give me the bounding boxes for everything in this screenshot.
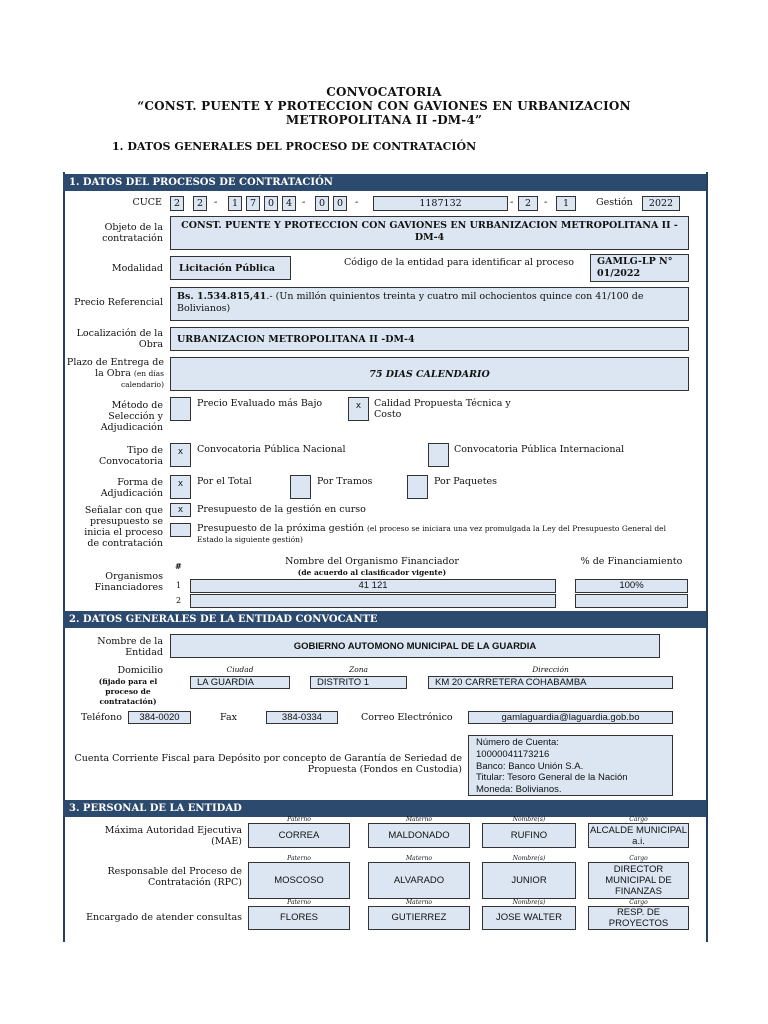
org-col2-header: % de Financiamiento	[580, 556, 683, 567]
tipo-opt2-label: Convocatoria Pública Internacional	[454, 444, 625, 455]
direccion-value: KM 20 CARRETERA COHABAMBA	[428, 676, 673, 689]
direccion-header: Dirección	[532, 665, 569, 674]
personal-nombre: RUFINO	[482, 823, 576, 848]
precio-text: .- (Un millón quinientos treinta y cuatro mil ochocientos quince con 41/100 de Bolivianos)	[177, 291, 644, 314]
personal-materno: MALDONADO	[368, 823, 470, 848]
cuce-separator: -	[302, 197, 306, 208]
cuce-digit: 0	[264, 196, 278, 211]
precio-amount: Bs. 1.534.815,41	[177, 291, 267, 302]
fax-label: Fax	[220, 712, 237, 723]
personal-cargo: RESP. DE PROYECTOS	[588, 906, 689, 930]
metodo-opt1-label: Precio Evaluado más Bajo	[197, 398, 323, 409]
pres-opt2-label: Presupuesto de la próxima gestión	[197, 523, 364, 534]
precio-label: Precio Referencial	[74, 297, 163, 308]
cuce-separator: -	[544, 197, 548, 208]
codigo-label: Código de la entidad para identificar al proceso	[344, 257, 574, 268]
localizacion-value: URBANIZACION METROPOLITANA II -DM-4	[170, 327, 689, 351]
cuenta-box	[468, 735, 673, 796]
personal-nombre: JUNIOR	[482, 862, 576, 899]
plazo-value: 75 DIAS CALENDARIO	[170, 357, 689, 391]
section-3-header: 3. PERSONAL DE LA ENTIDAD	[63, 800, 706, 817]
personal-paterno: MOSCOSO	[248, 862, 350, 899]
doc-subtitle-line1: “CONST. PUENTE Y PROTECCION CON GAVIONES EN URBANIZACION	[137, 99, 631, 113]
org-row-name	[190, 594, 556, 608]
plazo-note: (en días calendario)	[120, 369, 164, 389]
col-cargo: Cargo	[629, 899, 648, 906]
cuce-digit: 2	[170, 196, 184, 211]
fax-value: 384-0334	[266, 711, 338, 724]
doc-title: CONVOCATORIA	[326, 85, 442, 99]
personal-materno: ALVARADO	[368, 862, 470, 899]
gestion-label: Gestión	[596, 197, 633, 208]
cuce-label: CUCE	[132, 197, 162, 208]
cuce-digit: 1	[556, 196, 576, 211]
tipo-nacional-checkbox[interactable]: x	[170, 443, 191, 467]
cuce-digit: 1	[228, 196, 242, 211]
org-label: Organismos Financiadores	[94, 571, 163, 593]
modalidad-value: Licitación Pública	[170, 256, 291, 280]
org-row-pct: 100%	[575, 579, 688, 593]
tipo-internacional-checkbox[interactable]	[428, 443, 449, 467]
pres-opt1-label: Presupuesto de la gestión en curso	[197, 504, 366, 515]
org-col1-header: Nombre del Organismo Financiador	[285, 556, 459, 567]
codigo-value: GAMLG-LP N° 01/2022	[590, 254, 689, 282]
localizacion-label: Localización de la Obra	[76, 328, 163, 350]
forma-tramos-checkbox[interactable]	[290, 475, 311, 499]
personal-nombre: JOSE WALTER	[482, 906, 576, 930]
cuce-number: 1187132	[373, 196, 508, 211]
cuce-separator: -	[355, 197, 359, 208]
pres-proxima-checkbox[interactable]	[170, 523, 191, 537]
pres-curso-checkbox[interactable]: x	[170, 503, 191, 517]
forma-label: Forma de Adjudicación	[100, 477, 163, 499]
gestion-value: 2022	[642, 196, 680, 211]
section-2-header: 2. DATOS GENERALES DE LA ENTIDAD CONVOCANTE	[63, 611, 706, 628]
correo-value: gamlaguardia@laguardia.gob.bo	[468, 711, 673, 724]
col-cargo: Cargo	[629, 816, 648, 823]
precio-value	[170, 287, 689, 321]
cuce-digit: 2	[193, 196, 207, 211]
col-cargo: Cargo	[629, 855, 648, 862]
personal-row-label: Encargado de atender consultas	[86, 912, 242, 923]
org-col1-note: (de acuerdo al clasificador vigente)	[297, 568, 447, 577]
cuce-separator: -	[510, 197, 514, 208]
org-hash: #	[175, 561, 182, 571]
forma-paquetes-checkbox[interactable]	[407, 475, 428, 499]
cuce-digit: 0	[333, 196, 347, 211]
plazo-label-text: Plazo de Entrega de la Obra	[66, 357, 164, 379]
correo-label: Correo Electrónico	[361, 712, 453, 723]
section-heading: 1. DATOS GENERALES DEL PROCESO DE CONTRATACIÓN	[112, 140, 477, 153]
metodo-precio-checkbox[interactable]	[170, 397, 191, 421]
cuenta-line: Titular: Tesoro General de la Nación	[476, 772, 628, 784]
objeto-value: CONST. PUENTE Y PROTECCION CON GAVIONES EN URBANIZACION METROPOLITANA II -DM-4	[170, 216, 689, 250]
zona-header: Zona	[348, 665, 369, 674]
metodo-opt2-label: Calidad Propuesta Técnica y Costo	[374, 398, 511, 420]
entidad-label: Nombre de la Entidad	[97, 636, 163, 658]
personal-paterno: CORREA	[248, 823, 350, 848]
domicilio-label: Domicilio	[117, 665, 163, 676]
cuenta-label: Cuenta Corriente Fiscal para Depósito por concepto de Garantía de Seriedad de Propuesta (Fondos en Custodia)	[74, 753, 462, 775]
personal-cargo: DIRECTOR MUNICIPAL DE FINANZAS	[588, 862, 689, 899]
forma-opt1-label: Por el Total	[197, 476, 252, 487]
col-paterno: Paterno	[287, 855, 311, 862]
cuce-separator: -	[214, 197, 218, 208]
personal-materno: GUTIERREZ	[368, 906, 470, 930]
objeto-label: Objeto de la contratación	[102, 222, 163, 244]
modalidad-label: Modalidad	[111, 263, 163, 274]
col-materno: Materno	[405, 899, 433, 906]
doc-subtitle-line2: METROPOLITANA II -DM-4”	[285, 113, 483, 127]
col-nombre: Nombre(s)	[512, 855, 546, 862]
col-paterno: Paterno	[287, 816, 311, 823]
plazo-label	[64, 357, 164, 390]
personal-paterno: FLORES	[248, 906, 350, 930]
cuenta-line: Moneda: Bolivianos.	[476, 784, 562, 796]
zona-value: DISTRITO 1	[310, 676, 407, 689]
section-1-header: 1. DATOS DEL PROCESOS DE CONTRATACIÓN	[63, 174, 706, 191]
personal-row-label: Responsable del Proceso de Contratación (RPC)	[107, 866, 242, 888]
domicilio-note: (fijado para el proceso de contratación)	[98, 677, 158, 706]
cuce-digit: 7	[246, 196, 260, 211]
cuenta-line: 10000041173216	[476, 748, 550, 760]
org-row-number: 2	[176, 596, 182, 605]
forma-opt3-label: Por Paquetes	[434, 476, 498, 487]
col-materno: Materno	[405, 816, 433, 823]
col-nombre: Nombre(s)	[512, 899, 546, 906]
org-row-name: 41 121	[190, 579, 556, 593]
tipo-opt1-label: Convocatoria Pública Nacional	[197, 444, 346, 455]
pres-note: (el proceso se iniciara una vez promulgada la Ley del Presupuesto General del Estado la siguiente gestión)	[197, 524, 667, 544]
ciudad-header: Ciudad	[226, 665, 254, 674]
personal-row-label: Máxima Autoridad Ejecutiva (MAE)	[104, 825, 242, 847]
col-paterno: Paterno	[287, 899, 311, 906]
col-nombre: Nombre(s)	[512, 816, 546, 823]
forma-total-checkbox[interactable]: x	[170, 475, 191, 499]
senalar-label: Señalar con que presupuesto se inicia el proceso de contratación	[84, 505, 163, 549]
personal-cargo: ALCALDE MUNICIPAL a.i.	[588, 823, 689, 848]
org-row-pct	[575, 594, 688, 608]
cuenta-line: Banco: Banco Unión S.A.	[476, 760, 584, 772]
telefono-label: Teléfono	[81, 712, 122, 723]
org-row-number: 1	[176, 581, 182, 590]
tipo-label: Tipo de Convocatoria	[99, 445, 163, 467]
ciudad-value: LA GUARDIA	[190, 676, 290, 689]
metodo-label: Método de Selección y Adjudicación	[100, 400, 163, 433]
entidad-value: GOBIERNO AUTOMONO MUNICIPAL DE LA GUARDIA	[170, 634, 660, 658]
cuce-digit: 4	[282, 196, 296, 211]
col-materno: Materno	[405, 855, 433, 862]
metodo-calidad-checkbox[interactable]: x	[348, 397, 369, 421]
cuce-digit: 2	[518, 196, 538, 211]
cuenta-line: Número de Cuenta:	[476, 737, 559, 748]
forma-opt2-label: Por Tramos	[317, 476, 373, 487]
telefono-value: 384-0020	[128, 711, 191, 724]
cuce-digit: 0	[315, 196, 329, 211]
pres-opt2	[197, 523, 677, 545]
